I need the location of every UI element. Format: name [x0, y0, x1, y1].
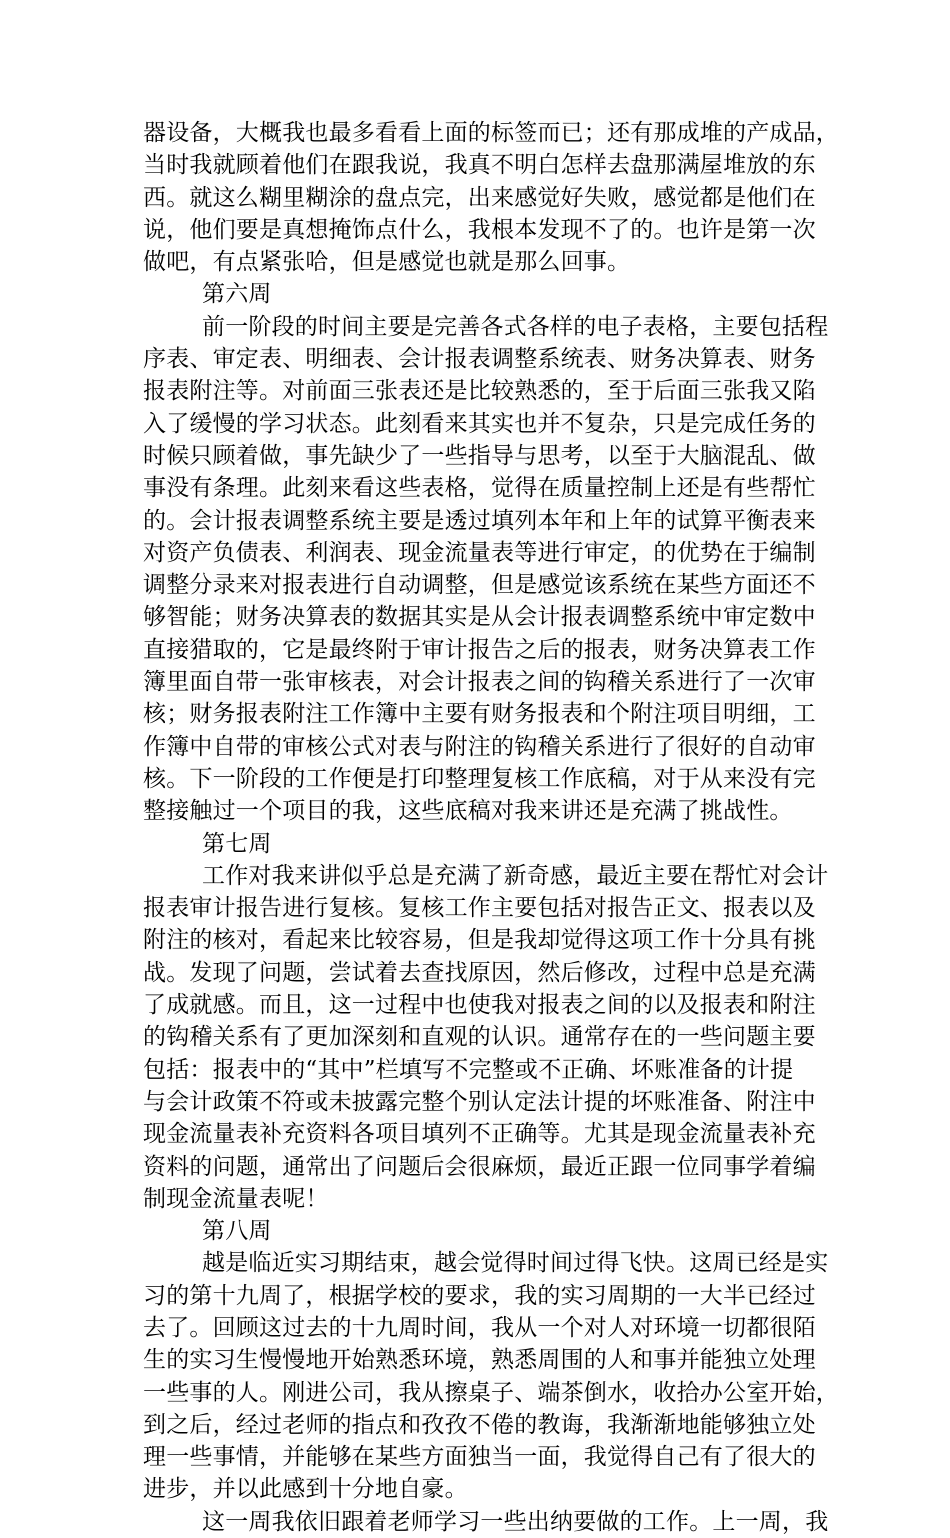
- text-line: 核；财务报表附注工作簿中主要有财务报表和个附注项目明细，工: [143, 701, 816, 728]
- text-line: 序表、审定表、明细表、会计报表调整系统表、财务决算表、财务: [143, 346, 816, 373]
- text-line: 的。会计报表调整系统主要是透过填列本年和上年的试算平衡表来: [143, 507, 816, 534]
- text-line: 这一周我依旧跟着老师学习一些出纳要做的工作。上一周，我: [202, 1508, 829, 1535]
- text-line: 一些事的人。刚进公司，我从擦桌子、端茶倒水，收拾办公室开始，: [143, 1379, 839, 1406]
- text-line: 入了缓慢的学习状态。此刻看来其实也并不复杂，只是完成任务的: [143, 410, 816, 437]
- text-line: 事没有条理。此刻来看这些表格，觉得在质量控制上还是有些帮忙: [143, 475, 816, 502]
- text-line: 作簿中自带的审核公式对表与附注的钩稽关系进行了很好的自动审: [143, 733, 816, 760]
- text-line: 直接猎取的，它是最终附于审计报告之后的报表，财务决算表工作: [143, 636, 816, 663]
- text-line: 第八周: [202, 1218, 272, 1245]
- text-line: 前一阶段的时间主要是完善各式各样的电子表格，主要包括程: [202, 313, 829, 340]
- text-line: 去了。回顾这过去的十九周时间，我从一个对人对环境一切都很陌: [143, 1314, 816, 1341]
- text-line: 第七周: [202, 830, 272, 857]
- text-line: 的钩稽关系有了更加深刻和直观的认识。通常存在的一些问题主要: [143, 1024, 816, 1051]
- text-line: 时候只顾着做，事先缺少了一些指导与思考，以至于大脑混乱、做: [143, 442, 816, 469]
- text-line: 西。就这么糊里糊涂的盘点完，出来感觉好失败，感觉都是他们在: [143, 184, 816, 211]
- text-line: 调整分录来对报表进行自动调整，但是感觉该系统在某些方面还不: [143, 572, 816, 599]
- text-line: 了成就感。而且，这一过程中也使我对报表之间的以及报表和附注: [143, 992, 816, 1019]
- text-line: 生的实习生慢慢地开始熟悉环境，熟悉周围的人和事并能独立处理: [143, 1347, 816, 1374]
- text-line: 报表附注等。对前面三张表还是比较熟悉的，至于后面三张我又陷: [143, 378, 816, 405]
- text-line: 报表审计报告进行复核。复核工作主要包括对报告正文、报表以及: [143, 895, 816, 922]
- text-line: 附注的核对，看起来比较容易，但是我却觉得这项工作十分具有挑: [143, 927, 816, 954]
- text-line: 做吧，有点紧张哈，但是感觉也就是那么回事。: [143, 249, 631, 276]
- text-line: 进步，并以此感到十分地自豪。: [143, 1476, 468, 1503]
- document-body: [143, 117, 839, 1538]
- text-line: 习的第十九周了，根据学校的要求，我的实习周期的一大半已经过: [143, 1282, 816, 1309]
- text-line: 整接触过一个项目的我，这些底稿对我来讲还是充满了挑战性。: [143, 798, 793, 825]
- text-line: 资料的问题，通常出了问题后会很麻烦，最近正跟一位同事学着编: [143, 1153, 816, 1180]
- text-line: 越是临近实习期结束，越会觉得时间过得飞快。这周已经是实: [202, 1250, 829, 1277]
- text-line: 与会计政策不符或未披露完整个别认定法计提的坏账准备、附注中: [143, 1088, 816, 1115]
- text-line: 到之后，经过老师的指点和孜孜不倦的教诲，我渐渐地能够独立处: [143, 1411, 816, 1438]
- text-line: 战。发现了问题，尝试着去查找原因，然后修改，过程中总是充满: [143, 959, 816, 986]
- text-line: 制现金流量表呢！: [143, 1185, 329, 1212]
- text-line: 簿里面自带一张审核表，对会计报表之间的钩稽关系进行了一次审: [143, 669, 816, 696]
- text-line: 说，他们要是真想掩饰点什么，我根本发现不了的。也许是第一次: [143, 216, 816, 243]
- text-line: 当时我就顾着他们在跟我说，我真不明白怎样去盘那满屋堆放的东: [143, 152, 816, 179]
- text-line: 够智能；财务决算表的数据其实是从会计报表调整系统中审定数中: [143, 604, 816, 631]
- text-line: 器设备，大概我也最多看看上面的标签而已；还有那成堆的产成品，: [143, 120, 839, 146]
- text-line: 核。下一阶段的工作便是打印整理复核工作底稿，对于从来没有完: [143, 765, 816, 792]
- text-line: 工作对我来讲似乎总是充满了新奇感，最近主要在帮忙对会计: [202, 862, 829, 889]
- text-line: 第六周: [202, 281, 272, 308]
- text-line: 理一些事情，并能够在某些方面独当一面，我觉得自己有了很大的: [143, 1444, 816, 1471]
- text-line: 现金流量表补充资料各项目填列不正确等。尤其是现金流量表补充: [143, 1121, 816, 1148]
- text-line: 包括：报表中的“其中”栏填写不完整或不正确、坏账准备的计提: [143, 1056, 794, 1083]
- text-line: 对资产负债表、利润表、现金流量表等进行审定，的优势在于编制: [143, 539, 816, 566]
